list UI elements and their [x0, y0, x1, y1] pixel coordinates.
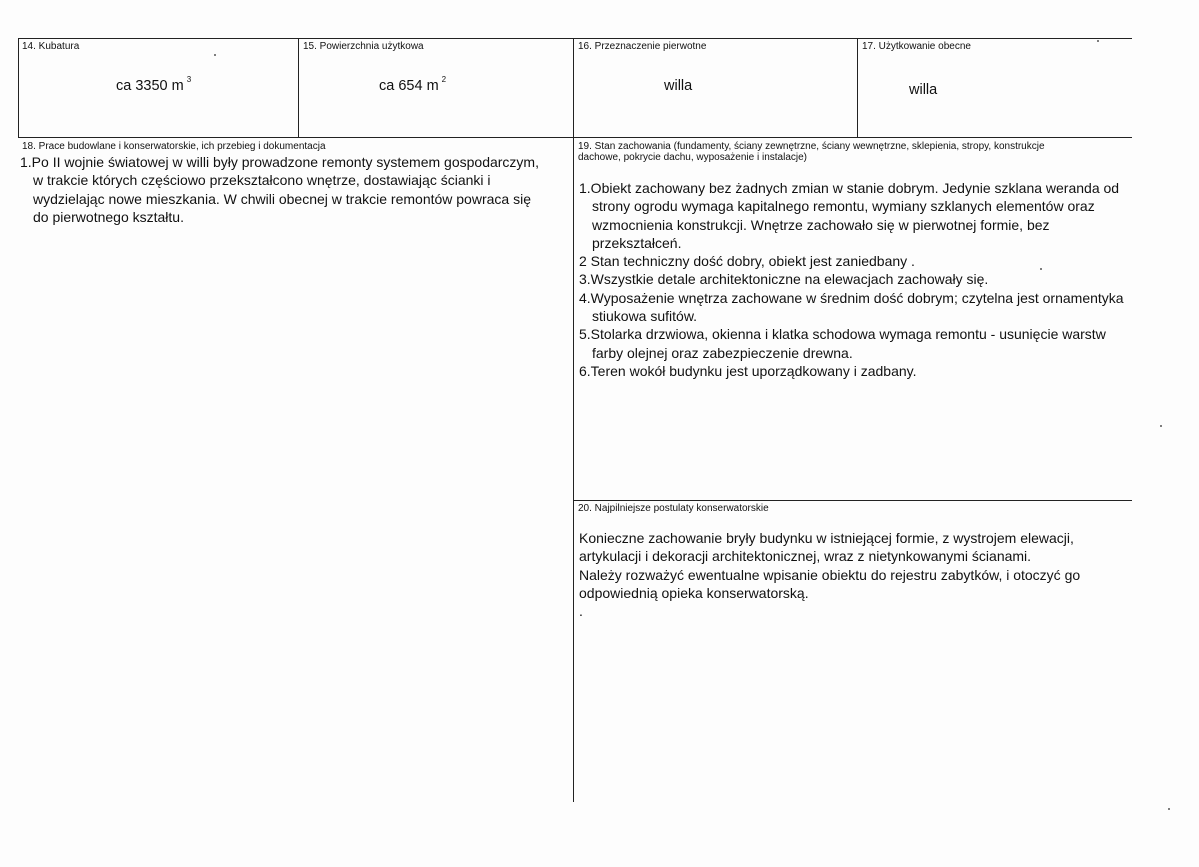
kubatura-value: ca 3350 m $^3$ — [116, 75, 192, 94]
postulaty-paragraph-1: Konieczne zachowanie bryły budynku w istniejącej formie, z wystrojem elewacji, artykulacji i dekoracji architektonicznej, wraz z nietynkowanymi ścianami. — [579, 530, 1074, 565]
uzytkowanie-value: willa — [909, 82, 938, 98]
przeznaczenie-value: willa — [664, 78, 693, 94]
column-divider-2 — [573, 38, 574, 802]
uzytkowanie-label: 17. Użytkowanie obecne — [862, 41, 971, 52]
stan-zachowania-label: 19. Stan zachowania (fundamenty, ściany zewnętrzne, ściany wewnętrzne, sklepienia, stropy, konstrukcje dachowe, pokrycie dachu, wyposażenie i instalacje) — [578, 141, 1045, 163]
powierzchnia-unit-power: 2 — [441, 75, 447, 84]
postulaty-paragraph-3: . — [579, 603, 583, 620]
powierzchnia-value: ca 654 m $^2$ — [379, 75, 447, 94]
stan-zachowania-item-1: 1.Obiekt zachowany bez żadnych zmian w stanie dobrym. Jedynie szklana weranda od strony ogrodu wymaga kapitalnego remontu, wymiany szklanych elementów oraz wzmocnienia konstrukcji. Wnętrze zachowało się w pierwotnej formie, bez przekształceń. — [579, 180, 1120, 251]
stan-zachowania-item-2: 2 Stan techniczny dość dobry, obiekt jest zaniedbany . — [579, 253, 915, 270]
stan-zachowania-item-6: 6.Teren wokół budynku jest uporządkowany i zadbany. — [579, 362, 917, 379]
prace-budowlane-item: 1.Po II wojnie światowej w willi były prowadzone remonty systemem gospodarczym, w trakcie których częściowo przekształcono wnętrze, dostawiając ścianki i wydzielając nowe mieszkania. W chwili obecnej w trakcie remontów powraca się do pierwotnego kształtu. — [20, 154, 539, 225]
stan-zachowania-item-4: 4.Wyposażenie wnętrza zachowane w średnim dość dobrym; czytelna jest ornamentyka stiukowa sufitów. — [579, 289, 1124, 325]
powierzchnia-label: 15. Powierzchnia użytkowa — [303, 41, 424, 52]
scan-speck — [1160, 425, 1162, 427]
scan-speck — [1097, 40, 1099, 42]
stan-zachowania-item-5: 5.Stolarka drzwiowa, okienna i klatka schodowa wymaga remontu - usunięcie warstw farby olejnej oraz zabezpieczenie drewna. — [579, 326, 1106, 361]
kubatura-unit-power: 3 — [186, 75, 192, 84]
prace-budowlane-text — [20, 153, 540, 226]
kubatura-label: 14. Kubatura — [22, 41, 80, 52]
column-divider-3 — [857, 38, 858, 138]
left-border — [18, 38, 19, 138]
scan-speck — [214, 54, 216, 56]
row-divider — [18, 137, 1132, 138]
scan-speck — [1168, 808, 1170, 810]
stan-zachowania-item-3: 3.Wszystkie detale architektoniczne na elewacjach zachowały się. — [579, 271, 989, 288]
section-20-divider — [573, 500, 1132, 501]
table-top-border — [18, 38, 1132, 39]
przeznaczenie-label: 16. Przeznaczenie pierwotne — [578, 41, 707, 52]
prace-budowlane-label: 18. Prace budowlane i konserwatorskie, ich przebieg i dokumentacja — [22, 141, 326, 152]
stan-zachowania-text — [579, 179, 1134, 380]
scan-speck — [1040, 268, 1042, 270]
postulaty-paragraph-2: Należy rozważyć ewentualne wpisanie obiektu do rejestru zabytków, i otoczyć go odpowiednią opieka konserwatorską. — [579, 566, 1081, 601]
postulaty-text — [579, 529, 1129, 620]
column-divider-1 — [298, 38, 299, 138]
postulaty-label: 20. Najpilniejsze postulaty konserwatorskie — [578, 503, 769, 514]
